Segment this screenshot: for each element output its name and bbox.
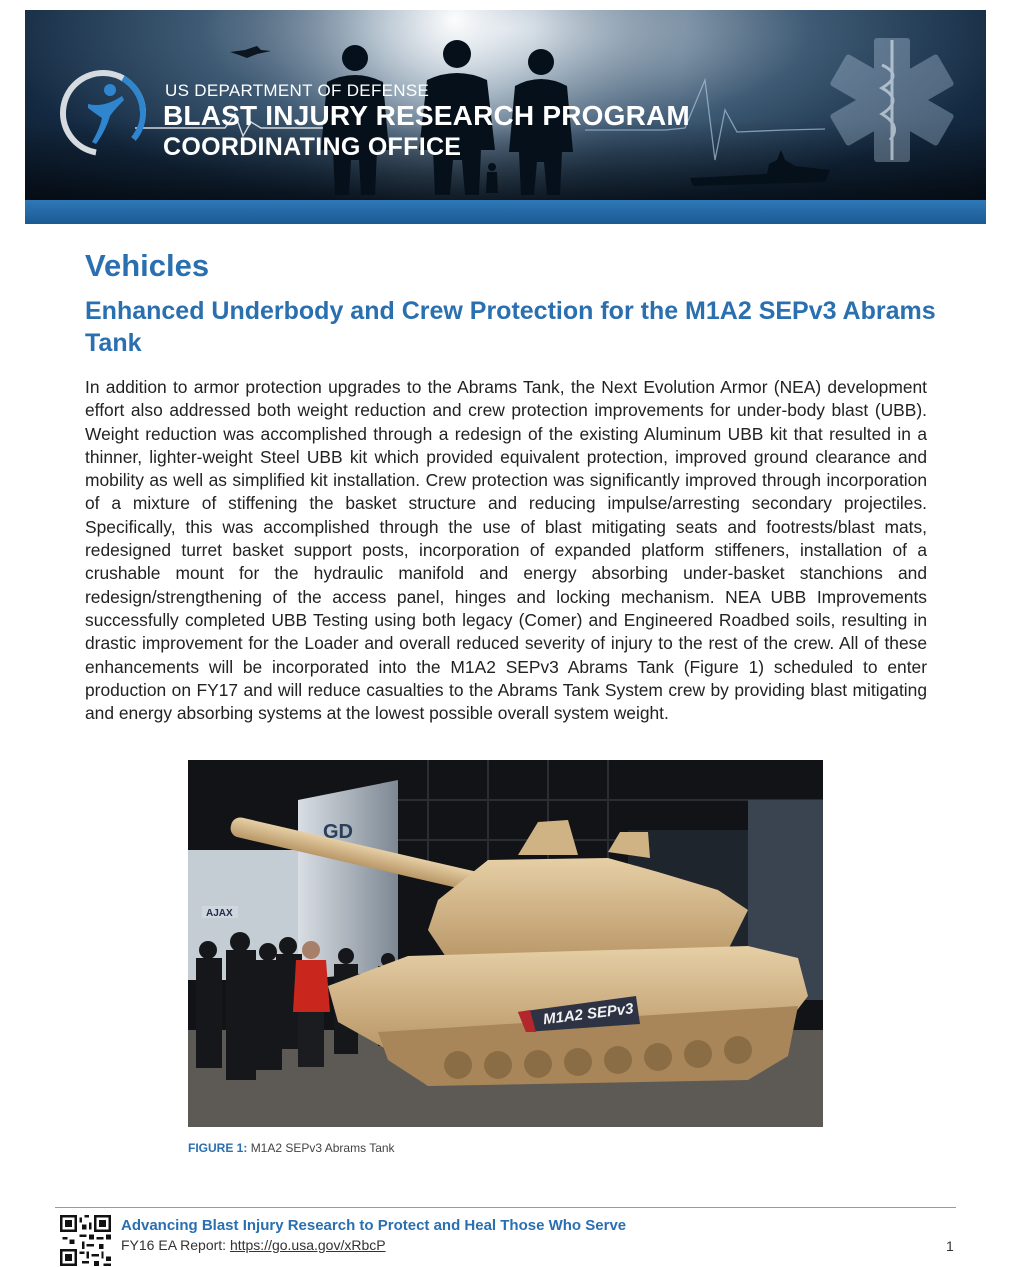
figure-caption-text: M1A2 SEPv3 Abrams Tank [250, 1141, 395, 1155]
tank-label: M1A2 SEPv3 [542, 1000, 635, 1029]
article-body: In addition to armor protection upgrades to the Abrams Tank, the Next Evolution Armor (NEA) development effort also addressed both weight reduction and crew protection improvements for under-body blast (UBB). Weight reduction was accomplished through a redesign of the existing Aluminum UBB kit that resulted in a thinner, lighter-weight Steel UBB kit which provided equivalent protection, improved ground clearance and mobility as well as simplified kit installation. Crew protection was significantly improved through incorporation of a mixture of stiffening the basket structure and reducing impulse/arresting secondary projectiles. Specifically, this was accomplished through the use of blast mitigating seats and footrests/blast mats, redesigned turret basket support posts, incorporation of expanded platform stiffeners, installation of a crushable mount for the hydraulic manifold and energy absorbing under-basket stanchions and redesign/strengthening of the access panel, hinges and locking mechanism. NEA UBB Improvements successfully completed UBB Testing using both legacy (Comer) and Engineered Roadbed soils, resulting in drastic improvement for the Loader and overall reduced severity of injury to the rest of the crew. All of these enhancements will be incorporated into the M1A2 SEPv3 Abrams Tank (Figure 1) scheduled to enter production on FY17 and will reduce casualties to the Abrams Tank System crew by providing blast mitigating and energy absorbing systems at the lowest possible overall system weight. [85, 377, 927, 724]
booth-gd-sign: GD [323, 821, 353, 843]
report-label: FY16 EA Report: [121, 1237, 227, 1253]
org-program-name: BLAST INJURY RESEARCH PROGRAM [163, 100, 690, 131]
figure-caption [188, 1141, 395, 1155]
header-banner [25, 10, 986, 200]
banner-stripe [25, 200, 986, 224]
footer-report-line [121, 1237, 386, 1253]
article-title: Enhanced Underbody and Crew Protection for the M1A2 SEPv3 Abrams Tank [85, 297, 936, 357]
qr-code-icon[interactable] [60, 1215, 111, 1266]
program-logo-icon [58, 68, 148, 158]
ajax-sign: AJAX [206, 908, 233, 919]
footer-tagline: Advancing Blast Injury Research to Protect and Heal Those Who Serve [121, 1217, 627, 1234]
figure-photo [188, 760, 823, 1127]
org-office-name: COORDINATING OFFICE [163, 133, 462, 161]
report-link[interactable]: https://go.usa.gov/xRbcP [229, 1237, 386, 1253]
page-number: 1 [946, 1238, 954, 1254]
section-heading: Vehicles [85, 248, 210, 283]
footer-divider [55, 1207, 956, 1208]
figure-caption-label: FIGURE 1: [188, 1141, 248, 1155]
org-department-label: US DEPARTMENT OF DEFENSE [165, 81, 430, 100]
tank-photo-illustration [188, 760, 823, 1127]
